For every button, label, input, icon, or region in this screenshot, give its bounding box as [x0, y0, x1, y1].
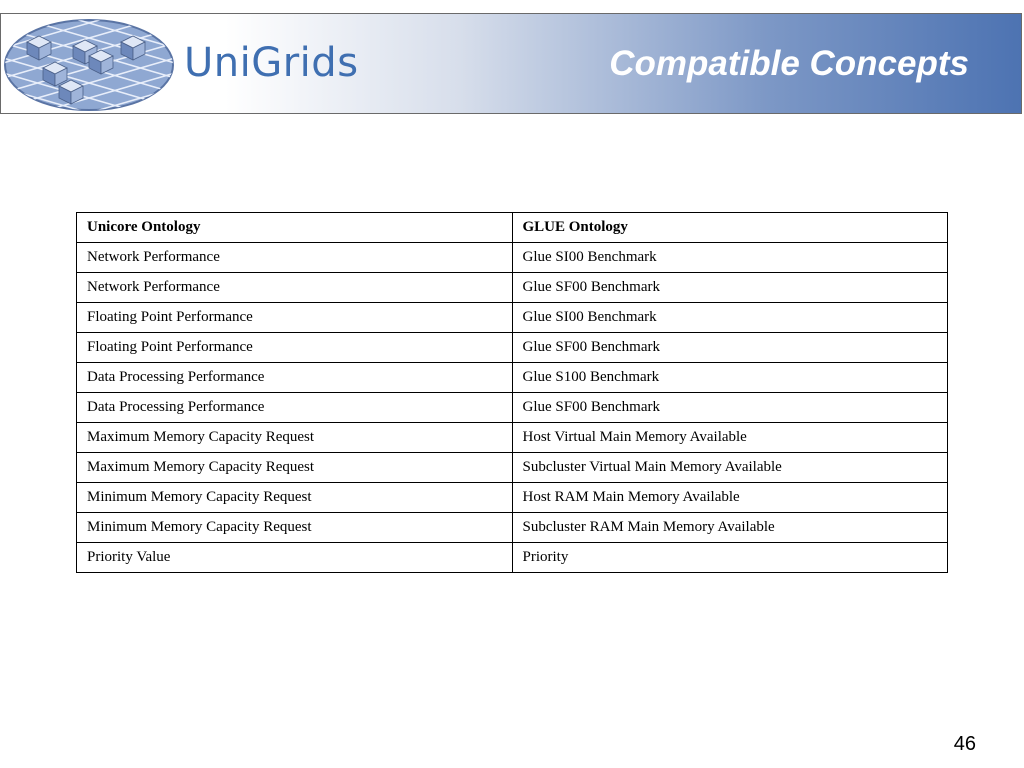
glue-cell: Priority	[512, 543, 948, 573]
table-header-row	[77, 213, 948, 243]
table-row	[77, 543, 948, 573]
table-row	[77, 333, 948, 363]
unicore-cell: Floating Point Performance	[77, 333, 513, 363]
unicore-cell: Maximum Memory Capacity Request	[77, 423, 513, 453]
slide-title: Compatible Concepts	[609, 44, 969, 83]
glue-cell: Host RAM Main Memory Available	[512, 483, 948, 513]
table-row	[77, 273, 948, 303]
glue-cell: Glue SF00 Benchmark	[512, 273, 948, 303]
table-row	[77, 393, 948, 423]
table-row	[77, 423, 948, 453]
unicore-cell: Data Processing Performance	[77, 393, 513, 423]
unicore-cell: Maximum Memory Capacity Request	[77, 453, 513, 483]
unicore-cell: Network Performance	[77, 243, 513, 273]
glue-cell: Glue SF00 Benchmark	[512, 393, 948, 423]
glue-cell: Subcluster Virtual Main Memory Available	[512, 453, 948, 483]
slide-header	[0, 13, 1022, 114]
table-row	[77, 453, 948, 483]
grid-globe-logo-icon	[3, 18, 175, 112]
glue-cell: Glue SI00 Benchmark	[512, 303, 948, 333]
glue-cell: Subcluster RAM Main Memory Available	[512, 513, 948, 543]
unicore-cell: Data Processing Performance	[77, 363, 513, 393]
unicore-cell: Floating Point Performance	[77, 303, 513, 333]
table-row	[77, 363, 948, 393]
table-row	[77, 303, 948, 333]
glue-cell: Glue SF00 Benchmark	[512, 333, 948, 363]
page-number: 46	[953, 733, 976, 755]
table-row	[77, 513, 948, 543]
column-header-unicore: Unicore Ontology	[77, 213, 513, 243]
unicore-cell: Network Performance	[77, 273, 513, 303]
glue-cell: Glue SI00 Benchmark	[512, 243, 948, 273]
column-header-glue: GLUE Ontology	[512, 213, 948, 243]
ontology-mapping-table	[76, 212, 948, 573]
unicore-cell: Minimum Memory Capacity Request	[77, 483, 513, 513]
logo-wordmark: UniGrids	[184, 40, 359, 86]
table-row	[77, 483, 948, 513]
unicore-cell: Priority Value	[77, 543, 513, 573]
glue-cell: Host Virtual Main Memory Available	[512, 423, 948, 453]
table-row	[77, 243, 948, 273]
unicore-cell: Minimum Memory Capacity Request	[77, 513, 513, 543]
glue-cell: Glue S100 Benchmark	[512, 363, 948, 393]
